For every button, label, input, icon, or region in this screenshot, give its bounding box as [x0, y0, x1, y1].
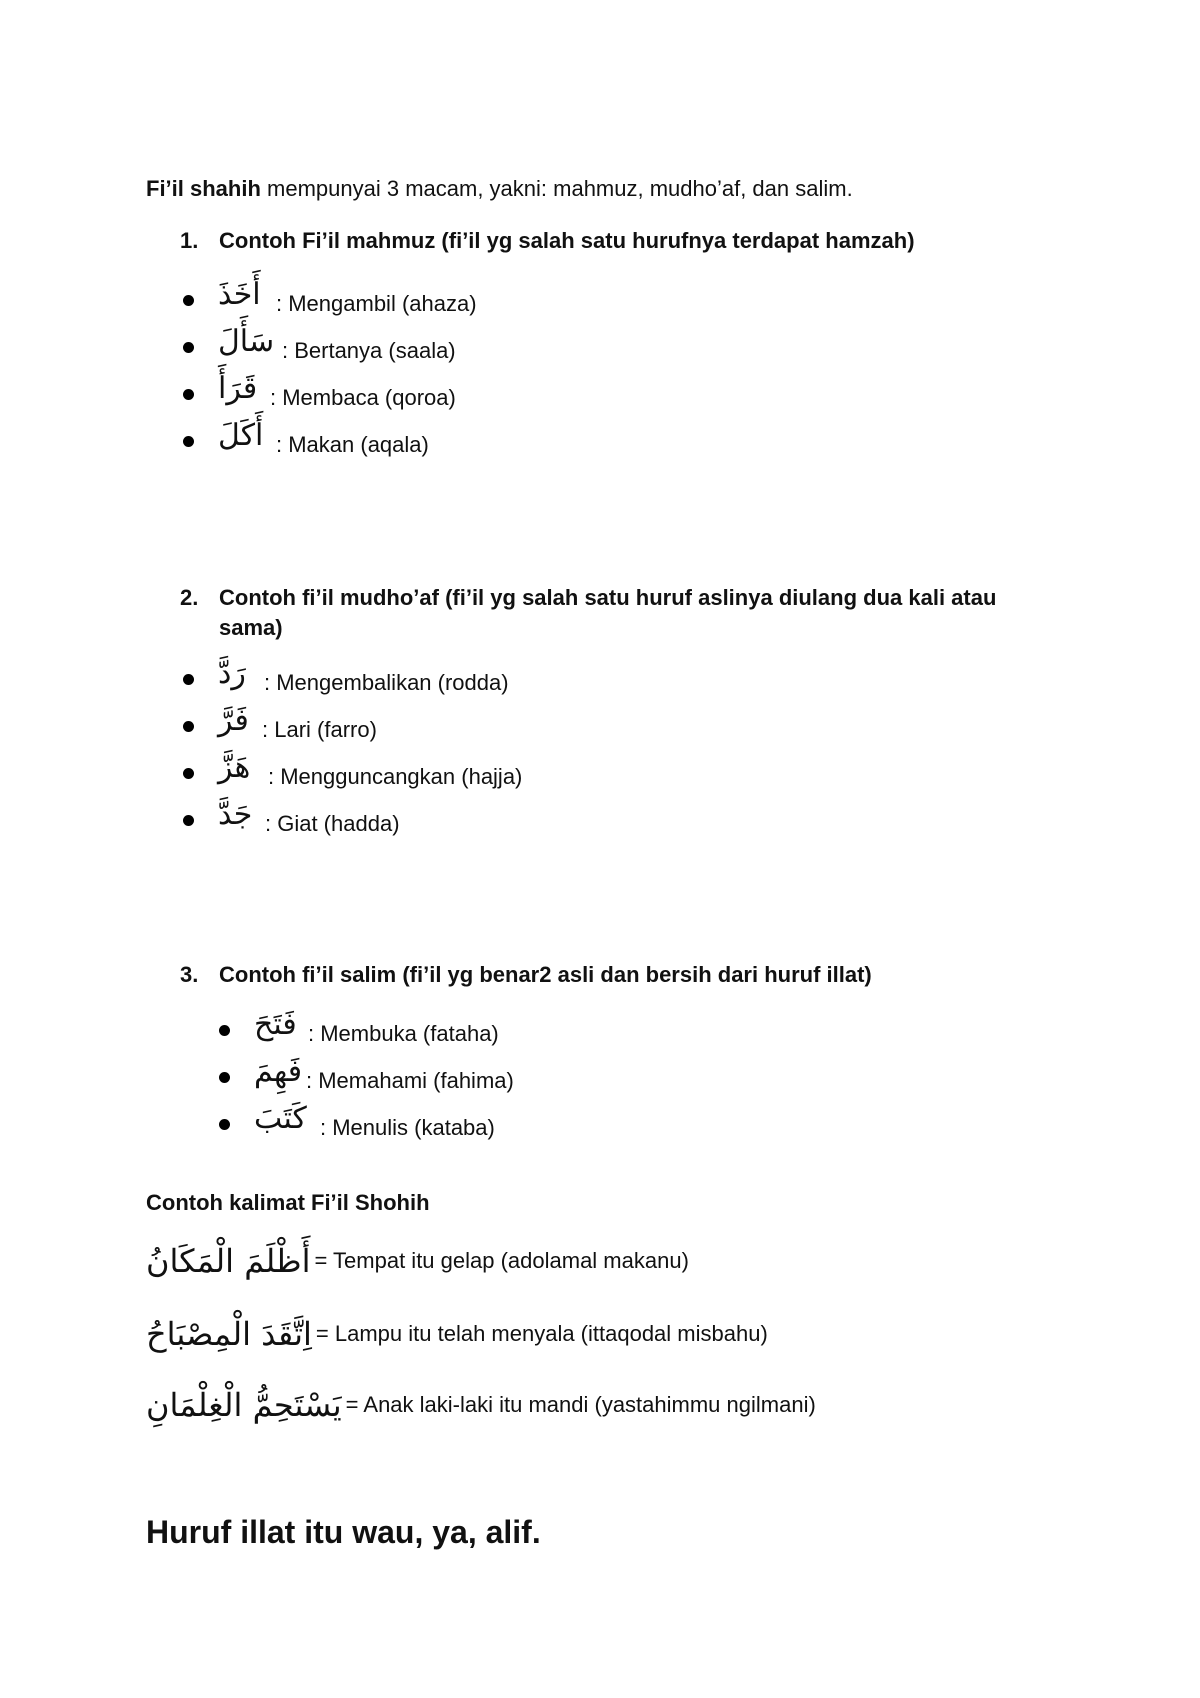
- arabic-sentence: يَسْتَحِمُّ الْغِلْمَانِ: [146, 1386, 342, 1424]
- arabic-word: فَتَحَ: [254, 1007, 297, 1042]
- arabic-word: قَرَأَ: [218, 371, 258, 406]
- word-meaning: : Giat (hadda): [265, 811, 400, 836]
- word-meaning: : Mengambil (ahaza): [276, 291, 477, 316]
- section-number: 2.: [180, 585, 199, 610]
- word-meaning: : Bertanya (saala): [282, 338, 456, 363]
- bullet-icon: [183, 768, 194, 779]
- word-meaning: : Lari (farro): [262, 717, 377, 742]
- sentence-translation: = Tempat itu gelap (adolamal makanu): [314, 1248, 689, 1273]
- bullet-icon: [183, 815, 194, 826]
- section-title: Contoh fi’il salim (fi’il yg benar2 asli dan bersih dari huruf illat): [219, 962, 872, 987]
- section-title: Contoh fi’il mudho’af (fi’il yg salah satu huruf aslinya diulang dua kali atau sama): [219, 585, 997, 640]
- word-meaning: : Membuka (fataha): [308, 1021, 499, 1046]
- arabic-word: أَخَذَ: [218, 277, 261, 312]
- section-number: 3.: [180, 962, 199, 987]
- arabic-word: جَدَّ: [218, 797, 253, 832]
- arabic-word: فَرَّ: [218, 703, 249, 738]
- section-number: 1.: [180, 228, 199, 253]
- arabic-sentence: اِتَّقَدَ الْمِصْبَاحُ: [146, 1315, 312, 1353]
- word-meaning: : Membaca (qoroa): [270, 385, 456, 410]
- word-meaning: : Mengguncangkan (hajja): [268, 764, 523, 789]
- word-meaning: : Mengembalikan (rodda): [264, 670, 509, 695]
- sentence-translation: = Lampu itu telah menyala (ittaqodal misbahu): [315, 1321, 768, 1346]
- bullet-icon: [183, 295, 194, 306]
- intro-text: mempunyai 3 macam, yakni: mahmuz, mudho’af, dan salim.: [260, 176, 853, 201]
- arabic-word: كَتَبَ: [254, 1101, 307, 1136]
- intro-bold-term: Fi’il shahih: [146, 176, 261, 201]
- bullet-icon: [183, 436, 194, 447]
- section-title: Contoh Fi’il mahmuz (fi’il yg salah satu hurufnya terdapat hamzah): [219, 228, 915, 253]
- bullet-icon: [183, 389, 194, 400]
- bullet-icon: [183, 674, 194, 685]
- example-sentence: [146, 1381, 816, 1431]
- arabic-word: رَدَّ: [218, 656, 246, 691]
- section-2-heading: [180, 583, 1040, 643]
- section-3-heading: [180, 960, 1040, 990]
- arabic-word: فَهِمَ: [254, 1054, 303, 1089]
- bullet-icon: [183, 721, 194, 732]
- closing-statement: Huruf illat itu wau, ya, alif.: [146, 1514, 541, 1550]
- word-meaning: : Menulis (kataba): [320, 1115, 495, 1140]
- bullet-icon: [219, 1119, 230, 1130]
- section-1-heading: [180, 226, 1040, 256]
- example-sentence: [146, 1310, 768, 1360]
- bullet-icon: [219, 1072, 230, 1083]
- arabic-word: أَكَلَ: [218, 418, 264, 453]
- bullet-icon: [219, 1025, 230, 1036]
- arabic-word: سَأَلَ: [218, 324, 275, 359]
- bullet-icon: [183, 342, 194, 353]
- word-meaning: : Makan (aqala): [276, 432, 429, 457]
- intro-paragraph: [146, 174, 853, 204]
- word-meaning: : Memahami (fahima): [306, 1068, 514, 1093]
- sentence-translation: = Anak laki-laki itu mandi (yastahimmu ngilmani): [345, 1392, 816, 1417]
- arabic-sentence: أَظْلَمَ الْمَكَانُ: [146, 1242, 311, 1280]
- arabic-word: هَزَّ: [218, 750, 251, 785]
- examples-heading: Contoh kalimat Fi’il Shohih: [146, 1190, 430, 1215]
- example-sentence: [146, 1237, 689, 1287]
